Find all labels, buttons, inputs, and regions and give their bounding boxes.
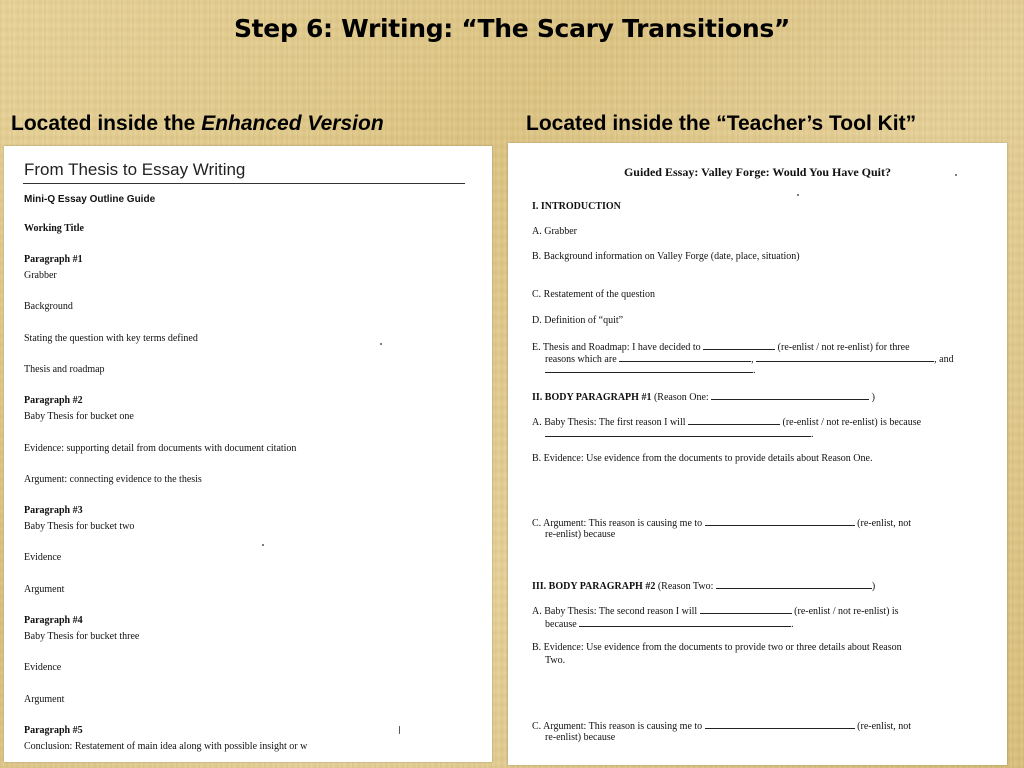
fill-in-blank: [716, 579, 872, 589]
scan-speck: [380, 343, 382, 345]
fill-in-blank: [545, 363, 753, 373]
outline-item: Argument: [24, 584, 65, 595]
essay-item-continued: .: [532, 427, 814, 440]
essay-item-continued: re-enlist) because: [545, 529, 616, 540]
item-text: (re-enlist, not: [857, 518, 912, 529]
outline-item: Argument: [24, 694, 65, 705]
outline-paragraph-heading: Paragraph #5: [24, 725, 83, 736]
outline-paragraph-heading: Paragraph #4: [24, 615, 83, 626]
item-text: , and: [934, 354, 954, 365]
essay-item-continued: .: [532, 363, 756, 376]
outline-item: Grabber: [24, 270, 57, 281]
outline-paragraph-heading: Paragraph #1: [24, 254, 83, 265]
essay-item: C. Restatement of the question: [532, 289, 656, 300]
outline-paragraph-heading: Paragraph #3: [24, 505, 83, 516]
essay-item: [532, 604, 899, 617]
item-text: A. Baby Thesis: The first reason I will: [532, 417, 686, 428]
outline-subheading: Mini-Q Essay Outline Guide: [24, 194, 156, 205]
essay-item: D. Definition of “quit”: [532, 315, 624, 326]
scan-speck: [797, 194, 799, 196]
slide-title: Step 6: Writing: “The Scary Transitions”: [233, 14, 791, 43]
fill-in-blank: [705, 719, 855, 729]
outline-item: Baby Thesis for bucket two: [24, 521, 135, 532]
scan-speck: [262, 544, 264, 546]
essay-item-continued: re-enlist) because: [545, 732, 616, 743]
right-caption: Located inside the “Teacher’s Tool Kit”: [526, 112, 917, 135]
section-heading: II. BODY PARAGRAPH #1 (Reason One: ): [532, 392, 876, 403]
item-text: E. Thesis and Roadmap: I have decided to: [532, 342, 701, 353]
outline-paragraph-heading: Paragraph #2: [24, 395, 83, 406]
essay-item: A. Grabber: [532, 226, 577, 237]
fill-in-blank: [703, 340, 775, 350]
outline-item: Thesis and roadmap: [24, 364, 105, 375]
outline-item: Conclusion: Restatement of main idea along with possible insight or w: [24, 741, 308, 752]
guided-essay-heading: Guided Essay: Valley Forge: Would You Have Quit?: [623, 165, 892, 179]
fill-in-blank: [756, 352, 934, 362]
outline-item: Baby Thesis for bucket three: [24, 631, 140, 642]
fill-in-blank: [545, 427, 811, 437]
item-text: because: [545, 619, 577, 630]
outline-item: Evidence: [24, 662, 62, 673]
item-text: (re-enlist / not re-enlist) is because: [782, 417, 922, 428]
outline-item: Working Title: [24, 223, 84, 234]
essay-item-continued: reasons which are , , and: [545, 354, 954, 365]
item-text: (re-enlist, not: [857, 721, 912, 732]
essay-outline-guide-image: [4, 146, 492, 762]
outline-item: Evidence: [24, 552, 62, 563]
fill-in-blank: [688, 415, 780, 425]
essay-item: B. Background information on Valley Forge (date, place, situation): [532, 251, 800, 262]
outline-item: Stating the question with key terms defined: [24, 333, 198, 344]
outline-item: Baby Thesis for bucket one: [24, 411, 134, 422]
item-text: (Reason One:: [653, 392, 709, 403]
heading-rule: [23, 183, 465, 184]
essay-item: [532, 516, 911, 529]
scan-speck: [955, 174, 957, 176]
essay-item: B. Evidence: Use evidence from the documents to provide two or three details about Reason: [532, 642, 902, 653]
left-caption-prefix: Located inside the: [11, 112, 202, 135]
item-text: C. Argument: This reason is causing me to: [532, 721, 703, 732]
outline-item: Argument: connecting evidence to the thesis: [24, 474, 202, 485]
section-heading-text: II. BODY PARAGRAPH #1: [532, 392, 652, 403]
fill-in-blank: [700, 604, 792, 614]
essay-item: B. Evidence: Use evidence from the documents to provide details about Reason One.: [532, 453, 873, 464]
fill-in-blank: [579, 617, 791, 627]
scan-speck: [399, 726, 400, 734]
left-caption: [11, 112, 384, 136]
guided-essay-image: [508, 143, 1007, 765]
outline-item: Evidence: supporting detail from documents with document citation: [24, 443, 297, 454]
essay-item-continued: because .: [545, 619, 794, 630]
fill-in-blank: [711, 390, 869, 400]
outline-item: Background: [24, 301, 73, 312]
item-text: (re-enlist / not re-enlist) for three: [777, 342, 910, 353]
item-text: (re-enlist / not re-enlist) is: [794, 606, 899, 617]
item-text: C. Argument: This reason is causing me to: [532, 518, 703, 529]
essay-item-continued: Two.: [545, 655, 566, 666]
item-text: A. Baby Thesis: The second reason I will: [532, 606, 698, 617]
item-text: (Reason Two:: [657, 581, 714, 592]
left-caption-emphasis: Enhanced Version: [201, 112, 384, 135]
section-heading: III. BODY PARAGRAPH #2 (Reason Two: ): [532, 581, 876, 592]
fill-in-blank: [619, 352, 751, 362]
fill-in-blank: [705, 516, 855, 526]
section-heading: I. INTRODUCTION: [532, 201, 621, 212]
item-text: reasons which are: [545, 354, 617, 365]
section-heading-text: III. BODY PARAGRAPH #2: [532, 581, 656, 592]
essay-item: [532, 719, 911, 732]
outline-heading: From Thesis to Essay Writing: [24, 160, 246, 179]
